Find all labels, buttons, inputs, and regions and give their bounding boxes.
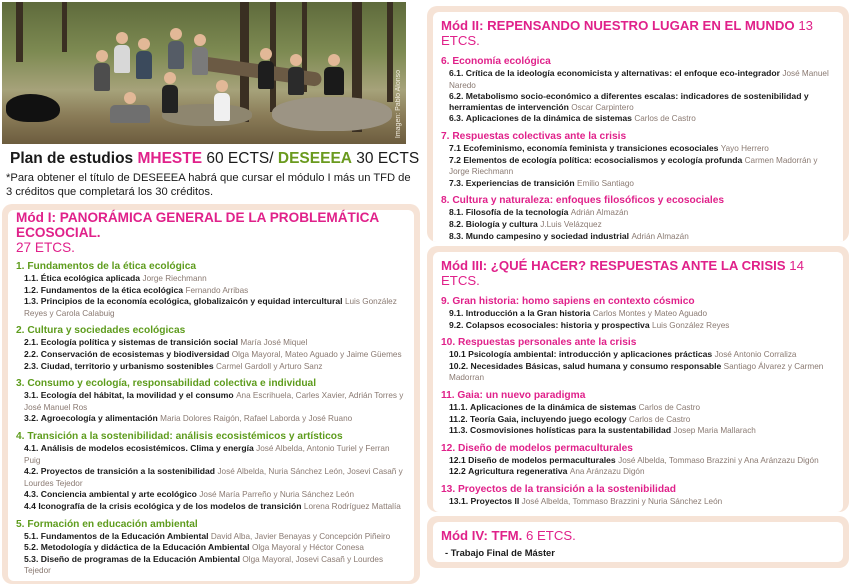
item-number: 2.3. <box>24 360 39 371</box>
module-credits: 13 ETCS. <box>441 18 813 48</box>
item-number: 1.1. <box>24 273 39 283</box>
item-number: 4.2. <box>24 466 39 477</box>
course-item <box>441 207 835 219</box>
item-title: Principios de la economía ecológica, globalizaicón y equidad intercultural <box>40 296 343 307</box>
item-number: 8.3. <box>449 230 464 241</box>
item-title: Diseño de programas de la Educación Ambiental <box>40 553 241 564</box>
module-3-content <box>433 290 843 512</box>
item-title: Diseño de modelos permaculturales <box>468 454 616 465</box>
course-item <box>441 402 835 414</box>
item-number: 11.2. <box>449 413 468 424</box>
item-authors: Ana Aránzazu Digón <box>569 467 645 477</box>
item-title: Metodología y didáctica de la Educación Ambiental <box>40 542 250 553</box>
item-authors: Luis González Reyes <box>652 320 730 330</box>
item-number: 1.2. <box>24 284 39 295</box>
item-authors: Santiago Álvarez y Carmen Madorran <box>449 361 824 383</box>
item-number: 5.3. <box>24 553 39 564</box>
module-title: Mód I: PANORÁMICA GENERAL DE LA PROBLEMÁTICA ECOSOCIAL. <box>16 210 379 240</box>
item-number: 2.1. <box>24 337 39 348</box>
item-title: Ciudad, territorio y urbanismo sostenibles <box>40 360 214 371</box>
course-item <box>441 466 835 478</box>
course-item <box>441 113 835 125</box>
course-item <box>16 501 406 513</box>
item-number: 5.2. <box>24 542 39 553</box>
module-2-heading <box>433 12 843 50</box>
course-item <box>441 425 835 437</box>
deseeea-label: DESEEEA <box>277 150 352 167</box>
item-number: 4.3. <box>24 489 39 500</box>
item-authors: José Antonio Corraliza <box>714 350 797 360</box>
item-title: Teoría Gaia, incluyendo juego ecology <box>470 413 627 424</box>
item-number: 3.1. <box>24 390 39 401</box>
item-authors: Olga Mayoral, Mateo Aguado y Jaime Güemes <box>231 349 402 359</box>
course-section <box>441 484 835 508</box>
section-title: 7. Respuestas colectivas ante la crisis <box>441 130 627 142</box>
item-title: Aplicaciones de la dinámica de sistemas <box>465 113 632 124</box>
module-4-content <box>433 545 843 562</box>
item-authors: Josep Maria Mallarach <box>673 426 756 436</box>
mheste-ects: 60 ECTS/ <box>202 150 278 167</box>
item-number: 11.1. <box>449 401 468 412</box>
module-2-panel <box>427 6 849 242</box>
course-item <box>441 308 835 320</box>
course-item <box>16 349 406 361</box>
course-item <box>441 178 835 190</box>
module-2-content <box>433 50 843 242</box>
item-title: Mundo campesino y sociedad industrial <box>465 230 630 241</box>
item-title: Cosmovisiones holísticas para la sustentabilidad <box>470 425 672 436</box>
section-title: 4. Transición a la sostenibilidad: análisis ecosistémicos y artísticos <box>16 430 343 442</box>
item-authors: Olga Mayoral y Héctor Conesa <box>251 543 364 553</box>
item-number: 5.1. <box>24 530 39 541</box>
module-title: Mód III: ¿QUÉ HACER? RESPUESTAS ANTE LA CRISIS <box>441 258 786 273</box>
section-title: 11. Gaia: un nuevo paradigma <box>441 389 586 401</box>
item-authors: José Albelda, Nuria Sánchez León, Josevi Casañ y Lourdes Tejedor <box>24 467 403 488</box>
item-authors: Carlos Montes y Mateo Aguado <box>592 309 707 318</box>
module-title: Mód II: REPENSANDO NUESTRO LUGAR EN EL MUNDO <box>441 18 795 33</box>
plan-prefix: Plan de estudios <box>10 150 138 167</box>
item-authors: Jorge Riechmann <box>142 274 207 283</box>
course-item <box>441 414 835 426</box>
section-title: 3. Consumo y ecología, responsabilidad colectiva e individual <box>16 378 317 390</box>
item-authors: Adrián Almazán <box>631 231 689 241</box>
item-title: Necesidades Básicas, salud humana y consumo responsable <box>470 360 722 371</box>
section-title: 13. Proyectos de la transición a la sostenibilidad <box>441 483 676 495</box>
course-section <box>441 296 835 331</box>
item-title: Colapsos ecosociales: historia y prospectiva <box>465 319 650 330</box>
course-section <box>441 56 835 125</box>
item-number: 12.1 <box>449 454 466 465</box>
deseeea-note: *Para obtener el título de DESEEEA habrá que cursar el módulo I más un TFD de 3 créditos que completará los 30 créditos. <box>6 172 411 198</box>
item-number: 13.1. <box>449 495 469 506</box>
section-title: 8. Cultura y naturaleza: enfoques filosóficos y ecosociales <box>441 195 725 207</box>
item-authors: Olga Mayoral, Josevi Casañ y Lourdes Tejedor <box>24 554 384 576</box>
module-credits: 6 ETCS. <box>525 528 576 543</box>
course-section <box>441 390 835 437</box>
module-credits: 14 ETCS. <box>441 258 804 288</box>
item-title: Ecofeminismo, economía feminista y transiciones ecosociales <box>463 142 719 153</box>
item-authors: David Alba, Javier Benayas y Concepción Piñeiro <box>210 531 391 541</box>
item-number: 3.2. <box>24 413 39 424</box>
photo-credit: Imagen: Pablo Alonso <box>395 69 402 138</box>
item-number: 6.2. <box>449 91 464 102</box>
item-authors: J.Luis Velázquez <box>540 219 602 229</box>
item-authors: José Albelda, Antonio Turiel y Ferran Puig <box>24 443 390 465</box>
course-section <box>16 519 406 577</box>
item-number: 6.1. <box>449 68 464 78</box>
item-authors: Carmen Madorrán y Jorge Riechmann <box>449 155 818 177</box>
item-number: 1.3. <box>24 296 39 307</box>
module-4-heading <box>433 522 843 545</box>
module-credits: 27 ETCS. <box>16 240 75 255</box>
item-title: Filosofía de la tecnología <box>465 207 569 218</box>
item-title: Ecología política y sistemas de transición social <box>40 337 238 348</box>
item-title: Agricultura regenerativa <box>468 466 568 477</box>
item-authors: Emilio Santiago <box>577 178 634 188</box>
item-title: Psicología ambiental: introducción y aplicaciones prácticas <box>468 349 713 360</box>
module-1-panel <box>2 204 420 584</box>
item-title: Fundamentos de la Educación Ambiental <box>40 530 209 541</box>
item-authors: José Albelda, Tommaso Brazzini y Nuria Sánchez León <box>521 496 723 506</box>
course-item <box>16 531 406 543</box>
item-title: Iconografía de la crisis ecológica y de los modelos de transición <box>38 500 302 511</box>
item-authors: Oscar Carpintero <box>571 102 634 112</box>
item-authors: Ana Escrihuela, Carles Xavier, Adrián Torres y José Manuel Ros <box>24 391 404 412</box>
item-title: Experiencias de transición <box>465 177 575 188</box>
item-authors: Carlos de Castro <box>628 414 691 424</box>
item-authors: María José Miquel <box>240 338 308 348</box>
module-3-heading <box>433 252 843 290</box>
item-authors: Adrián Almazán <box>570 208 629 218</box>
item-title: Fundamentos de la ética ecológica <box>40 284 184 295</box>
item-number: 8.2. <box>449 218 464 229</box>
item-number: 4.4 <box>24 500 36 511</box>
tfm-item: - Trabajo Final de Máster <box>445 547 555 558</box>
course-item <box>16 489 406 501</box>
section-title: 1. Fundamentos de la ética ecológica <box>16 261 197 272</box>
course-item <box>16 443 406 466</box>
course-section <box>441 337 835 384</box>
item-authors: Carlos de Castro <box>638 402 701 412</box>
section-title: 6. Economía ecológica <box>441 56 551 67</box>
item-title: Crítica de la ideología economicista y alternativas: el enfoque eco-integrador <box>465 68 780 78</box>
course-section <box>441 443 835 478</box>
item-title: Metabolismo socio-económico a diferentes escalas: indicadores de sostenibilidad y herramientas de intervención <box>449 91 809 112</box>
course-item <box>441 455 835 467</box>
item-number: 7.3. <box>449 177 464 188</box>
module-1-heading <box>8 210 414 255</box>
course-item <box>16 361 406 373</box>
item-number: 7.1 <box>449 142 461 153</box>
course-item <box>16 296 406 319</box>
item-authors: Carlos de Castro <box>634 114 696 124</box>
course-section <box>16 431 406 513</box>
item-authors: José Albelda, Tommaso Brazzini y Ana Aránzazu Digón <box>618 455 819 465</box>
section-title: 5. Formación en educación ambiental <box>16 518 198 530</box>
item-number: 9.2. <box>449 319 464 330</box>
item-number: 9.1. <box>449 308 464 318</box>
course-item <box>441 91 835 113</box>
dog-silhouette <box>6 94 60 122</box>
item-number: 2.2. <box>24 348 39 359</box>
section-title: 2. Cultura y sociedades ecológicas <box>16 325 186 337</box>
module-3-panel <box>427 246 849 512</box>
item-title: Introducción a la Gran historia <box>465 308 591 318</box>
mheste-label: MHESTE <box>137 150 203 167</box>
course-section <box>441 195 835 242</box>
item-title: Elementos de ecología política: ecosocialismos y ecología profunda <box>463 154 743 165</box>
item-title: Ecología del hábitat, la movilidad y el consumo <box>40 390 234 401</box>
item-number: 10.1 <box>449 349 466 360</box>
course-item <box>16 285 406 297</box>
course-item <box>16 390 406 413</box>
item-title: Conservación de ecosistemas y biodiversidad <box>40 348 230 359</box>
item-title: Aplicaciones de la dinámica de sistemas <box>470 401 637 412</box>
item-title: Agroecología y alimentación <box>40 413 158 424</box>
item-authors: Maria Dolores Raigón, Rafael Laborda y José Ruano <box>160 414 353 424</box>
item-authors: Carmel Gardoll y Arturo Sanz <box>216 361 323 371</box>
study-plan-title <box>10 150 419 168</box>
course-item <box>441 231 835 242</box>
item-authors: José Manuel Naredo <box>449 69 829 90</box>
item-number: 10.2. <box>449 360 469 371</box>
course-item <box>441 349 835 361</box>
course-item <box>441 361 835 384</box>
module-4-panel <box>427 516 849 568</box>
course-item <box>16 413 406 425</box>
item-title: Análisis de modelos ecosistémicos. Clima y energía <box>40 442 254 453</box>
section-title: 10. Respuestas personales ante la crisis <box>441 337 637 349</box>
item-authors: Fernando Arribas <box>185 285 249 295</box>
course-item <box>441 68 835 91</box>
course-item <box>16 273 406 285</box>
deseeea-ects: 30 ECTS <box>351 150 420 167</box>
course-section <box>16 325 406 372</box>
course-item <box>16 337 406 349</box>
module-title: Mód IV: TFM. <box>441 528 523 543</box>
item-title: Ética ecológica aplicada <box>40 273 141 283</box>
item-number: 4.1. <box>24 442 39 453</box>
section-title: 9. Gran historia: homo sapiens en contexto cósmico <box>441 296 695 307</box>
item-number: 6.3. <box>449 113 464 124</box>
course-section <box>16 378 406 425</box>
course-item <box>441 320 835 332</box>
course-item <box>441 219 835 231</box>
course-section <box>441 131 835 189</box>
item-authors: Yayo Herrero <box>720 143 769 153</box>
module-1-content <box>8 255 414 581</box>
item-title: Proyectos II <box>470 495 520 506</box>
section-title: 12. Diseño de modelos permaculturales <box>441 442 633 454</box>
item-title: Conciencia ambiental y arte ecológico <box>40 489 197 500</box>
item-title: Proyectos de transición a la sostenibilidad <box>40 466 216 477</box>
item-authors: José María Parreño y Nuria Sánchez León <box>199 490 355 500</box>
item-number: 8.1. <box>449 207 464 218</box>
item-authors: Lorena Rodríguez Mattalía <box>303 501 401 511</box>
course-item <box>441 496 835 508</box>
course-item <box>16 554 406 577</box>
course-item <box>441 155 835 178</box>
item-number: 12.2 <box>449 466 466 477</box>
course-item <box>16 542 406 554</box>
course-section <box>16 261 406 319</box>
item-title: Biología y cultura <box>465 218 538 229</box>
course-item <box>16 466 406 489</box>
item-number: 11.3. <box>449 425 468 436</box>
course-item <box>441 143 835 155</box>
item-number: 7.2 <box>449 154 461 165</box>
group-photo <box>2 2 406 144</box>
item-authors: Luis González Reyes y Carola Calabuig <box>24 297 397 318</box>
